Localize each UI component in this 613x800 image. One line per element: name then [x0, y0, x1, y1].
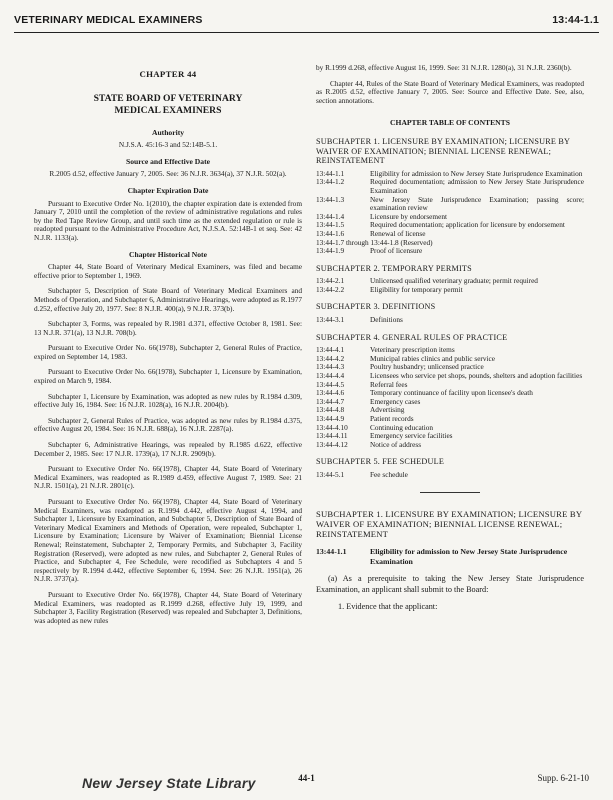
source-heading: Source and Effective Date: [125, 156, 210, 166]
chapter-number: CHAPTER 44: [139, 69, 197, 79]
supplement-date: Supp. 6-21-10: [537, 773, 589, 783]
toc-entry-title: Referral fees: [370, 379, 408, 389]
page-number: 44-1: [298, 773, 315, 783]
chapter-title-line2: MEDICAL EXAMINERS: [114, 104, 222, 116]
expiration-heading: Chapter Expiration Date: [127, 185, 209, 195]
toc-entry-title: Licensure by endorsement: [370, 211, 447, 221]
toc-entry-number: 13:44-1.2: [316, 177, 345, 187]
toc-entry: [316, 441, 584, 450]
toc-entry-number: 13:44-4.9: [316, 414, 345, 423]
toc-entry-number: 13:44-4.6: [316, 388, 345, 398]
toc-entry-number: 13:44-4.12: [316, 439, 348, 449]
toc-entry-title: Temporary continuance of facility upon licensee's death: [370, 388, 533, 398]
toc-entry-title: Patient records: [370, 414, 414, 423]
toc-subchapter: [316, 264, 584, 295]
toc-entry-number: 13:44-5.1: [316, 469, 345, 479]
toc-subchapter-title: SUBCHAPTER 5. FEE SCHEDULE: [316, 457, 445, 467]
history-note: Subchapter 2, General Rules of Practice, was adopted as new rules by R.1984 d.375, effective August 20, 1984. See: 16 N.J.R. 688(a), 16 N.J.R. 2287(a).: [34, 415, 302, 434]
toc-entry-title: Renewal of license: [370, 228, 426, 238]
section-number: 13:44-1.1: [316, 547, 347, 557]
history-note: Subchapter 6, Administrative Hearings, was repealed by R.1985 d.622, effective December 2, 1985. See: 17 N.J.R. 1739(a), 17 N.J.R. 2909(b).: [34, 440, 302, 458]
toc-entry-title: Advertising: [370, 405, 405, 415]
header-title: VETERINARY MEDICAL EXAMINERS: [14, 14, 203, 26]
toc-entry-number: 13:44-1.1: [316, 168, 345, 178]
toc-entry-title: New Jersey State Jurisprudence Examination; passing score; examination review: [370, 194, 584, 213]
toc-entry-number: 13:44-4.2: [316, 353, 345, 363]
toc-entry: [316, 221, 584, 230]
history-notes: [34, 263, 302, 625]
source-text: R.2005 d.52, effective January 7, 2005. See: 36 N.J.R. 3634(a), 37 N.J.R. 502(a).: [49, 169, 287, 179]
section-list-item: 1. Evidence that the applicant:: [338, 601, 438, 611]
toc-entry-title: Eligibility for admission to New Jersey State Jurisprudence Examination: [370, 168, 583, 178]
toc-entry: [316, 247, 584, 256]
toc-subchapter: [316, 457, 584, 479]
chapter-title: [34, 93, 302, 117]
toc-entry-number: 13:44-2.2: [316, 284, 345, 294]
authority-text: N.J.S.A. 45:16-3 and 52:14B-5.1.: [118, 140, 218, 150]
toc-entry-number: 13:44-1.3: [316, 194, 345, 204]
toc-subchapter: [316, 333, 584, 450]
section-heading: [316, 547, 584, 566]
running-header: [14, 10, 599, 33]
toc-entry-title: Unlicensed qualified veterinary graduate; permit required: [370, 276, 538, 286]
toc-subchapter-title: SUBCHAPTER 3. DEFINITIONS: [316, 302, 436, 312]
expiration-text: Pursuant to Executive Order No. 1(2010), the chapter expiration date is extended from January 7, 2010 until the completion of the review of administrative regulations and rules by the Red Tape Review Group, and until such time as the extended regulation or rule is readopted pursuant to the Administrative Procedure Act, N.J.S.A. 52:14B-1 et seq. See: 42 N.J.R. 1133(a).: [34, 198, 302, 242]
header-section-number: 13:44-1.1: [552, 14, 599, 26]
toc-entry-title: Emergency service facilities: [370, 431, 453, 441]
toc-subchapter: [316, 137, 584, 256]
toc-entry-title: Fee schedule: [370, 469, 408, 479]
table-of-contents: [316, 137, 584, 480]
toc-entry-title: Municipal rabies clinics and public service: [370, 353, 496, 363]
toc-entry: [316, 178, 584, 195]
toc-entry: [316, 398, 584, 407]
toc-entry-number: 13:44-4.5: [316, 379, 345, 389]
toc-entry-title: Poultry husbandry; unlicensed practice: [370, 362, 484, 372]
toc-entry-title: Emergency cases: [370, 396, 421, 406]
toc-entry: [316, 406, 584, 415]
toc-subchapter-title: SUBCHAPTER 4. GENERAL RULES OF PRACTICE: [316, 332, 508, 342]
toc-subchapter-title: SUBCHAPTER 1. LICENSURE BY EXAMINATION; LICENSURE BY WAIVER OF EXAMINATION; BIENNIAL LICENSE RENEWAL; REINSTATEMENT: [316, 136, 570, 166]
chapter-title-line1: STATE BOARD OF VETERINARY: [93, 92, 243, 104]
toc-entry-title: Veterinary prescription items: [370, 345, 455, 355]
toc-entry-number: 13:44-4.4: [316, 371, 345, 381]
section-paragraph: (a) As a prerequisite to taking the New Jersey State Jurisprudence Examination, an applicant shall submit to the Board:: [316, 573, 584, 594]
history-continuation: by R.1999 d.268, effective August 16, 1999. See: 31 N.J.R. 1280(a), 31 N.J.R. 2360(b).: [316, 63, 572, 72]
toc-entry-title: Required documentation; admission to New Jersey State Jurisprudence Examination: [370, 177, 584, 195]
section-divider: [420, 492, 480, 493]
toc-entry: [316, 286, 584, 295]
history-note: Pursuant to Executive Order No. 66(1978), Subchapter 2, General Rules of Practice, expired on September 14, 1983.: [34, 343, 302, 361]
toc-entry-number: 13:44-4.10: [316, 422, 348, 432]
table-of-contents-heading: CHAPTER TABLE OF CONTENTS: [390, 118, 510, 128]
toc-entry: [316, 471, 584, 480]
toc-entry: [316, 415, 584, 424]
history-note: Pursuant to Executive Order No. 66(1978), Chapter 44, State Board of Veterinary Medical Examiners, was readopted as R.1994 d.442, effective August 4, 1994, and Subchapter 1, Licensure by Examination, and Subchapter 5, Description of State Board of Veterinary Medical Examiners and Methods of Operation, were repealed, Subchapter 1, Licensure by Examination; Licensure by Waiver of Examination; Biennial License Renewal; Reinstatement, Subchapter 2, Temporary Permits, and Subchapter 3, Facility Registration (Reserved), were adopted as new rules, and Subchapter 2, General Rules of Practice, and Subchapter 4, Fee Schedule, were recodified as Subchapters 4 and 5 respectively by R.1994 d.442, effective September 6, 1994. See: 26 N.J.R. 1951(a), 26 N.J.R. 3737(a).: [34, 497, 302, 584]
toc-subchapter: [316, 302, 584, 324]
toc-entry-number: 13:44-1.5: [316, 220, 345, 230]
toc-entry-title: Definitions: [370, 315, 403, 325]
toc-entry: [316, 316, 584, 325]
toc-entry-title: Notice of address: [370, 439, 422, 449]
toc-entry: [316, 196, 584, 213]
subchapter-heading: SUBCHAPTER 1. LICENSURE BY EXAMINATION; LICENSURE BY WAIVER OF EXAMINATION; BIENNIAL LICENSE RENEWAL; REINSTATEMENT: [316, 508, 582, 539]
toc-entry-title: Proof of licensure: [370, 246, 423, 256]
toc-entry-title: Licensees who service pet shops, pounds, shelters and adoption facilities: [370, 371, 583, 381]
authority-heading: Authority: [151, 127, 185, 137]
toc-subchapter-title: SUBCHAPTER 2. TEMPORARY PERMITS: [316, 263, 472, 273]
toc-entry-title: Required documentation; application for licensure by endorsement: [370, 220, 565, 230]
section-title: Eligibility for admission to New Jersey State Jurisprudence Examination: [370, 547, 568, 566]
toc-entry-title: Continuing education: [370, 422, 434, 432]
history-heading: Chapter Historical Note: [129, 249, 207, 259]
toc-entry-number: 13:44-2.1: [316, 276, 345, 286]
toc-entry-title: Eligibility for temporary permit: [370, 284, 463, 294]
left-column: [34, 64, 302, 632]
library-stamp: New Jersey State Library: [82, 775, 256, 791]
history-readoption-note: Chapter 44, Rules of the State Board of Veterinary Medical Examiners, was readopted as R.2005 d.52, effective January 7, 2005. See: Source and Effective Date. See, also, section annotations.: [316, 78, 584, 105]
history-note: Subchapter 1, Licensure by Examination, was adopted as new rules by R.1984 d.309, effective July 16, 1984. See: 16 N.J.R. 1028(a), 16 N.J.R. 2004(b).: [34, 391, 302, 410]
toc-entry-number: 13:44-4.11: [316, 431, 348, 441]
history-note: Chapter 44, State Board of Veterinary Medical Examiners, was filed and became effective prior to September 1, 1969.: [34, 262, 302, 280]
toc-entry-number: 13:44-1.9: [316, 246, 345, 256]
history-note: Pursuant to Executive Order No. 66(1978), Chapter 44, State Board of Veterinary Medical Examiners, was readopted as R.1999 d.268, effective July 19, 1999, and Subchapter 3, Facility Registration (Reserved) was repealed and Subchapter 3, Definitions, was adopted as new rules: [34, 589, 302, 625]
history-note: Subchapter 5, Description of State Board of Veterinary Medical Examiners and Methods of Operation, and Subchapter 6, Administrative Hearings, were adopted as R.1977 d.252, effective July 20, 1977. See: 8 N.J.R. 400(a), 9 N.J.R. 373(b).: [34, 286, 302, 313]
toc-entry: [316, 239, 584, 248]
toc-entry: [316, 432, 584, 441]
toc-entry-number: 13:44-1.6: [316, 228, 345, 238]
toc-entry-number: 13:44-3.1: [316, 315, 345, 325]
toc-entry-number: 13:44-4.3: [316, 362, 345, 372]
toc-entry-number: 13:44-4.8: [316, 405, 345, 415]
toc-entry-title: 13:44-1.7 through 13:44-1.8 (Reserved): [316, 237, 433, 247]
toc-entry: [316, 389, 584, 398]
history-note: Pursuant to Executive Order No. 66(1978), Chapter 44, State Board of Veterinary Medical Examiners, was readopted as R.1989 d.459, effective August 7, 1989. See: 21 N.J.R. 1501(a), 21 N.J.R. 2801(c).: [34, 464, 302, 491]
right-column: [316, 64, 584, 612]
history-note: Pursuant to Executive Order No. 66(1978), Subchapter 1, Licensure by Examination, expired on March 9, 1984.: [34, 367, 302, 386]
toc-entry-number: 13:44-4.1: [316, 345, 345, 355]
toc-entry: [316, 372, 584, 381]
toc-entry-number: 13:44-4.7: [316, 396, 345, 406]
toc-entry-number: 13:44-1.4: [316, 211, 345, 221]
history-note: Subchapter 3, Forms, was repealed by R.1981 d.371, effective October 8, 1981. See: 13 N.J.R. 371(a), 13 N.J.R. 708(b).: [34, 319, 302, 337]
